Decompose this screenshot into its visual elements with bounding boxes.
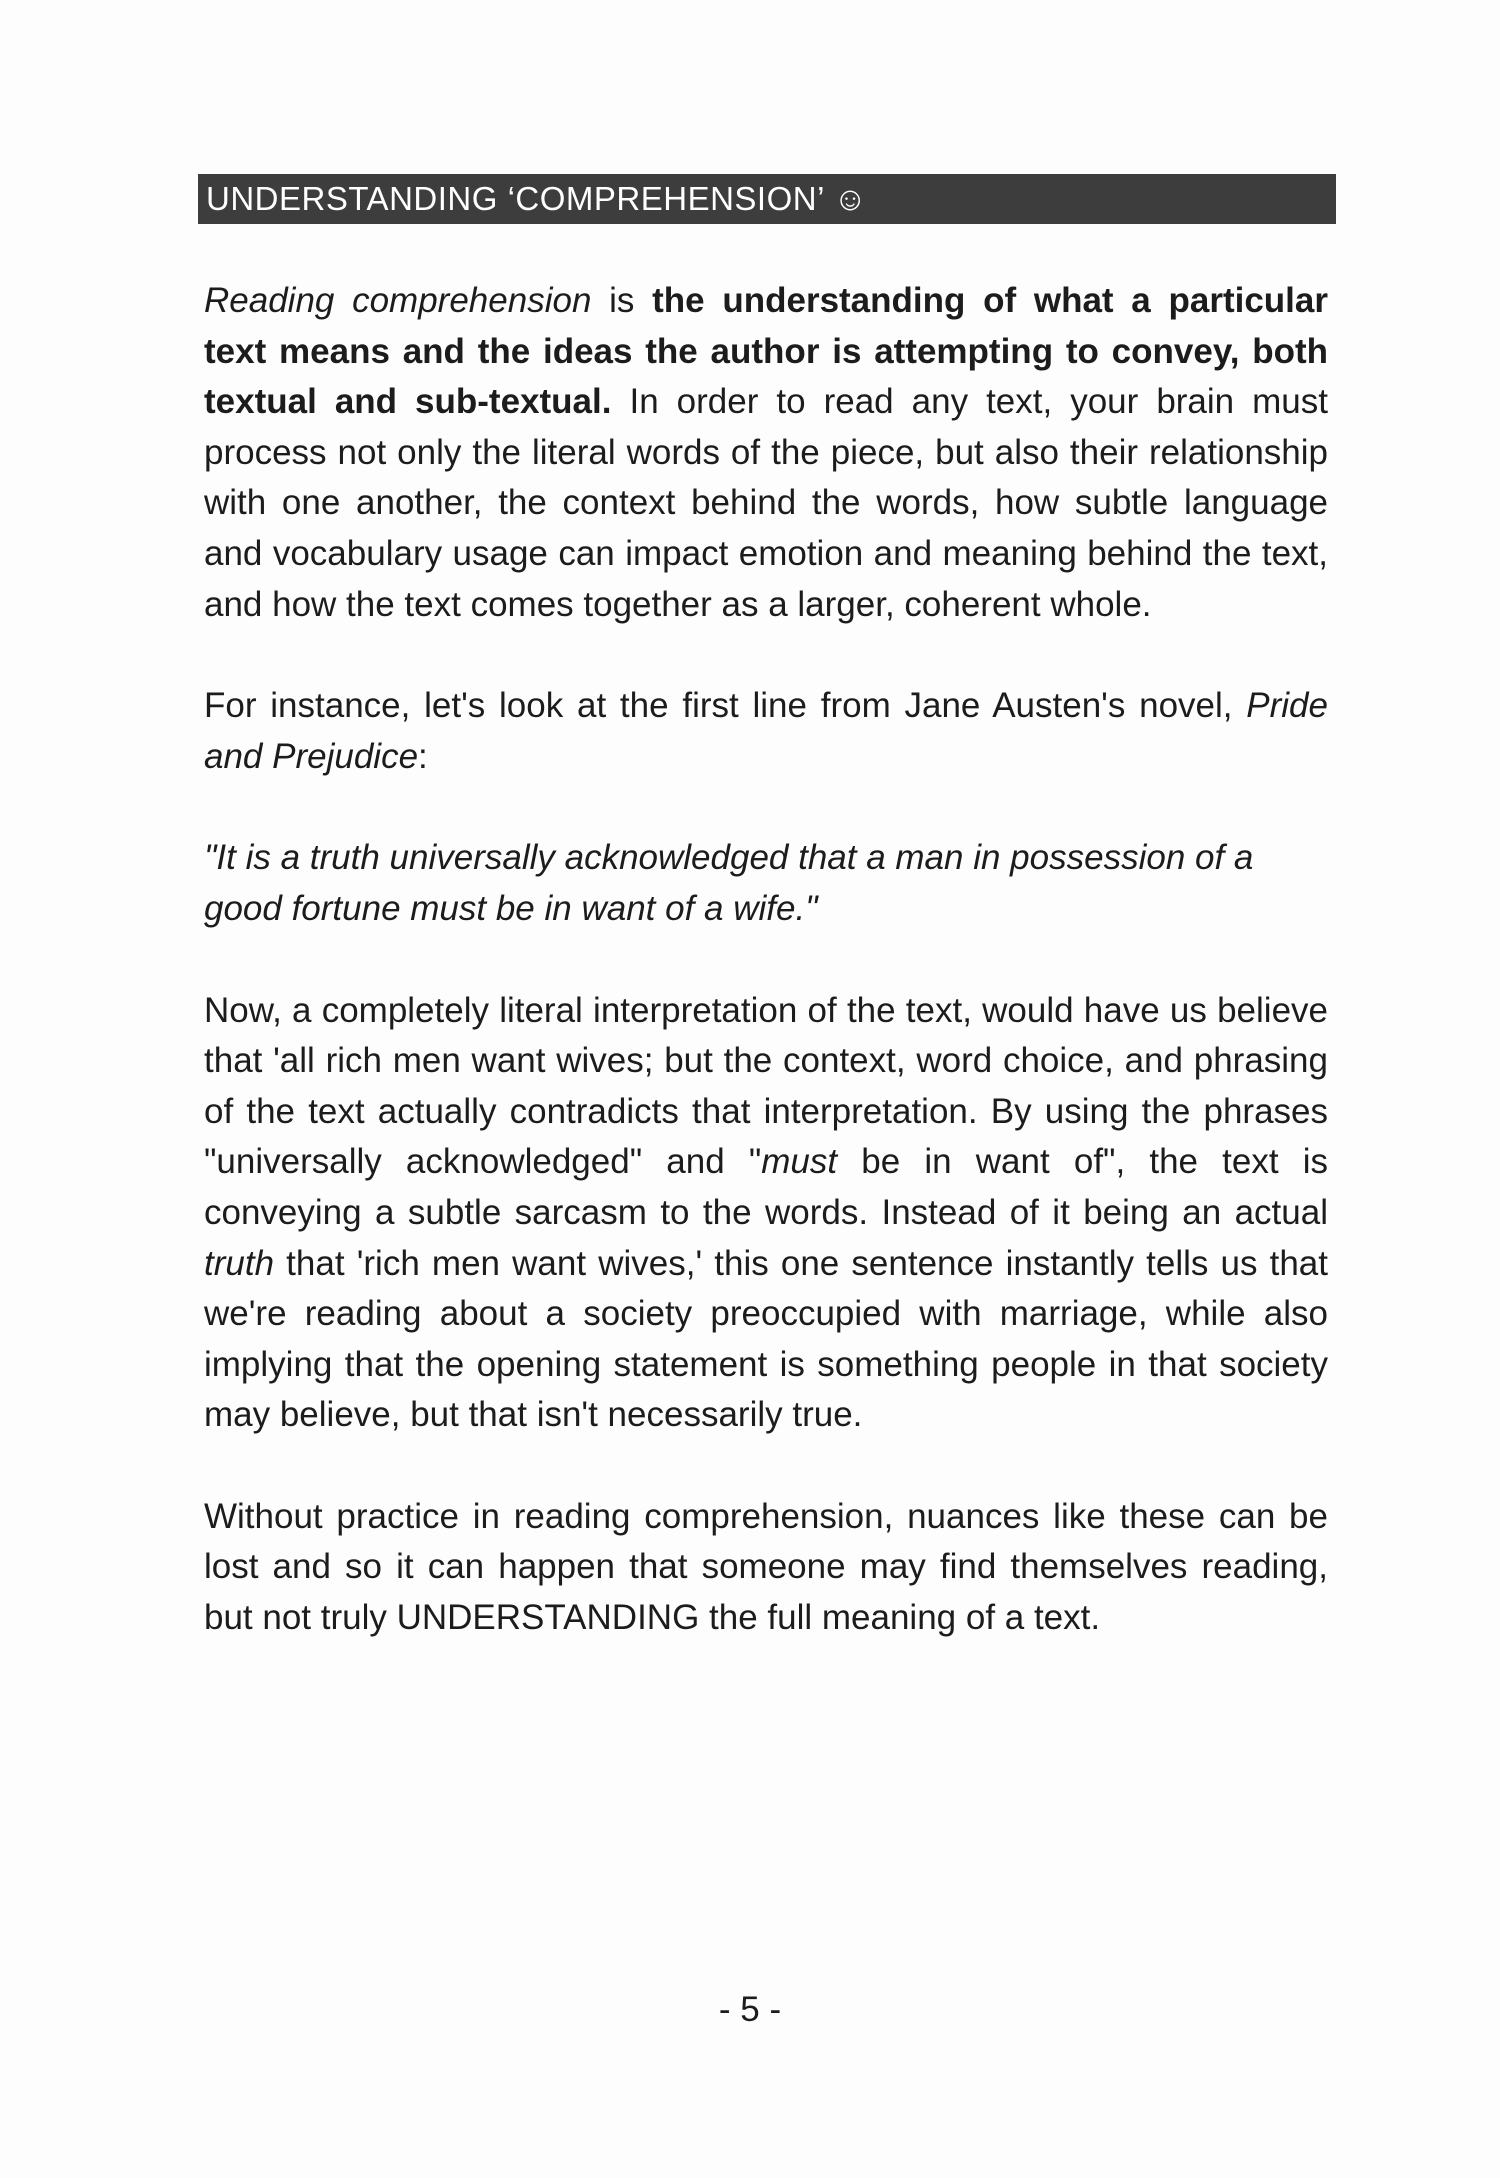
term-reading-comprehension: Reading comprehension	[204, 281, 592, 320]
interpretation-part-1: Now, a completely literal interpretation of the text, would have us believe that 'all rich men want wives; but the context, word choice, and phrasing of the text actually contradicts that interpretation. By using the phrases "universally acknowledged" and "	[204, 990, 1328, 1182]
interpretation-part-2: be in want of", the text is conveying a subtle sarcasm to the words. Instead of it being an actual	[204, 1142, 1328, 1232]
body-text	[204, 276, 1328, 1644]
paragraph-definition	[204, 276, 1328, 630]
conclusion-text: Without practice in reading comprehension, nuances like these can be lost and so it can happen that someone may find themselves reading, but not truly UNDERSTANDING the full meaning of a text.	[204, 1496, 1328, 1638]
interpretation-part-3: that 'rich men want wives,' this one sentence instantly tells us that we're reading about a society preoccupied with marriage, while also implying that the opening statement is something people in that society may believe, but that isn't necessarily true.	[204, 1243, 1328, 1435]
paragraph-interpretation	[204, 986, 1328, 1441]
emphasis-truth: truth	[204, 1243, 275, 1283]
paragraph-quote	[204, 833, 1328, 934]
austen-quote: "It is a truth universally acknowledged that a man in possession of a good fortune must be in want of a wife."	[204, 838, 1254, 928]
book-title: Pride and Prejudice	[204, 686, 1328, 776]
example-intro-text: For instance, let's look at the first line from Jane Austen's novel,	[204, 686, 1247, 726]
definition-bold: the understanding of what a particular text means and the ideas the author is attempting to convey, both textual and sub-textual.	[204, 281, 1328, 422]
emphasis-must: must	[761, 1142, 838, 1182]
colon: :	[418, 736, 428, 776]
page-number: - 5 -	[718, 1990, 782, 2029]
paragraph-example-intro	[204, 681, 1328, 782]
connector-text: is	[591, 281, 653, 320]
section-header-bar	[198, 174, 1336, 224]
definition-explanation: In order to read any text, your brain must process not only the literal words of the piece, but also their relationship with one another, the context behind the words, how subtle language and vocabulary usage can impact emotion and meaning behind the text, and how the text comes together as a larger, coherent whole.	[204, 382, 1328, 624]
paragraph-conclusion	[204, 1492, 1328, 1644]
section-title: UNDERSTANDING ‘COMPREHENSION’ ☺	[206, 180, 868, 217]
